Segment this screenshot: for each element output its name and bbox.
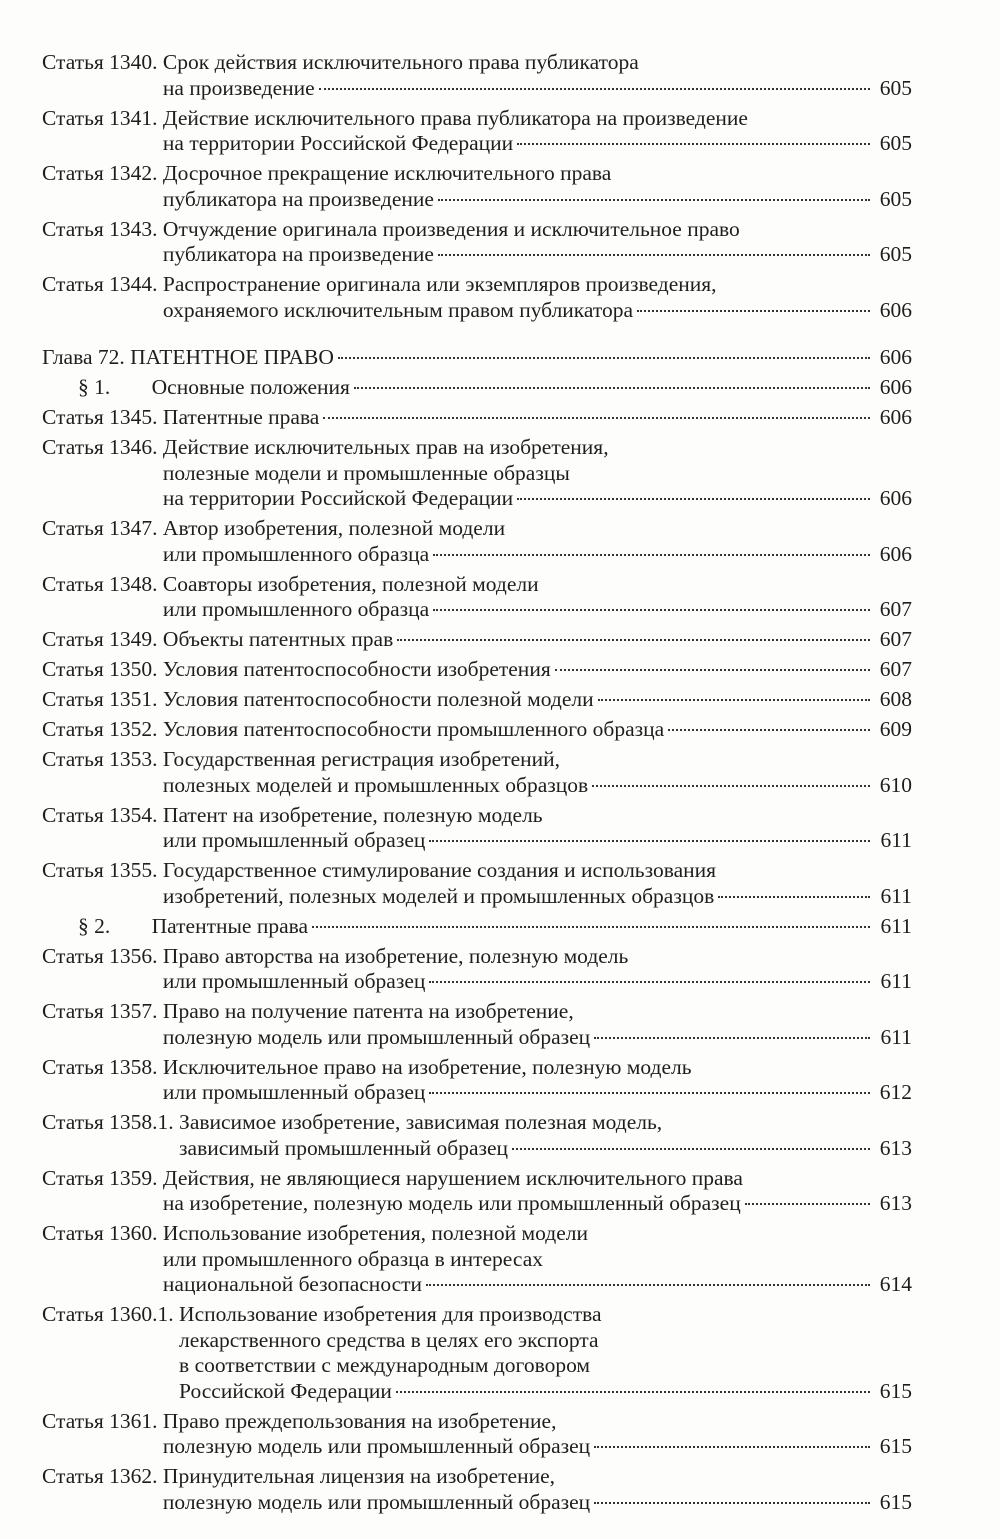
entry-title-line: Право авторства на изобретение, полезную модель bbox=[162, 943, 629, 968]
page-number: 605 bbox=[879, 75, 912, 100]
entry-label: Статья 1358.1. bbox=[42, 1110, 174, 1134]
toc-section-entry bbox=[42, 375, 912, 401]
entry-last-line bbox=[163, 597, 912, 623]
entry-title-line: Отчуждение оригинала произведения и исключительное право bbox=[162, 216, 740, 241]
dot-leader bbox=[594, 1502, 870, 1504]
entry-title bbox=[163, 803, 912, 854]
entry-label: Статья 1347. bbox=[42, 516, 158, 540]
dot-leader bbox=[594, 1446, 870, 1448]
entry-last-line bbox=[163, 627, 912, 653]
toc-entry bbox=[42, 687, 912, 713]
entry-title-last-text: Основные положения bbox=[151, 375, 350, 399]
entry-title-last-text: Патентные права bbox=[162, 405, 320, 429]
entry-last-line bbox=[163, 1080, 912, 1106]
dot-leader bbox=[354, 387, 870, 389]
page-number: 607 bbox=[879, 657, 912, 681]
entry-last-line bbox=[163, 298, 912, 324]
entry-title-line: Патент на изобретение, полезную модель bbox=[162, 802, 543, 827]
entry-label: Статья 1353. bbox=[42, 747, 158, 771]
entry-last-line bbox=[152, 914, 912, 940]
entry-last-line bbox=[179, 1379, 912, 1405]
entry-title-line: Действие исключительного права публикатора на произведение bbox=[162, 105, 748, 130]
entry-title bbox=[152, 375, 912, 401]
entry-title-last-text: полезную модель или промышленный образец bbox=[162, 1489, 591, 1514]
page-number: 612 bbox=[879, 1080, 912, 1104]
entry-title-last-text: Российской Федерации bbox=[179, 1378, 392, 1403]
entry-title-last-text: Условия патентоспособности промышленного образца bbox=[162, 717, 665, 741]
entry-title-line: Использование изобретения, полезной модели bbox=[162, 1221, 588, 1245]
entry-title-last-text: полезных моделей и промышленных образцов bbox=[162, 772, 589, 797]
entry-title-last-text: или промышленного образца bbox=[162, 541, 430, 566]
entry-label: Статья 1345. bbox=[42, 405, 158, 429]
page-number: 615 bbox=[879, 1378, 912, 1403]
toc-section-entry bbox=[42, 914, 912, 940]
label-spacer bbox=[110, 375, 151, 401]
entry-last-line bbox=[163, 1434, 912, 1460]
toc-entry bbox=[42, 858, 912, 909]
page-number: 605 bbox=[879, 186, 912, 211]
toc-entry bbox=[42, 1409, 912, 1460]
page-number: 611 bbox=[880, 883, 912, 908]
entry-title-line: Автор изобретения, полезной модели bbox=[162, 516, 506, 540]
entry-label: Глава 72. bbox=[42, 345, 125, 369]
toc-entry bbox=[42, 345, 912, 371]
dot-leader bbox=[426, 1284, 870, 1286]
entry-title bbox=[163, 572, 912, 623]
label-spacer bbox=[110, 914, 151, 940]
dot-leader bbox=[592, 785, 870, 787]
page-number: 605 bbox=[879, 131, 912, 155]
entry-title bbox=[152, 914, 912, 940]
entry-label: Статья 1361. bbox=[42, 1408, 158, 1433]
entry-title-line: Использование изобретения для производства bbox=[179, 1302, 602, 1326]
page-number: 606 bbox=[879, 486, 912, 510]
entry-title bbox=[179, 1110, 912, 1161]
toc-entry bbox=[42, 803, 912, 854]
entry-title-line: Срок действия исключительного права публикатора bbox=[162, 50, 639, 74]
entry-last-line bbox=[163, 131, 912, 157]
entry-title bbox=[163, 858, 912, 909]
page-number: 606 bbox=[879, 375, 912, 399]
entry-label: Статья 1360. bbox=[42, 1221, 158, 1245]
entry-title-last-text: или промышленного образца bbox=[162, 597, 430, 621]
page-number: 611 bbox=[880, 969, 912, 993]
entry-title-line: Право на получение патента на изобретение, bbox=[162, 999, 574, 1023]
entry-title-line: или промышленного образца в интересах bbox=[162, 1246, 543, 1271]
page-number: 610 bbox=[879, 772, 912, 797]
entry-title-last-text: Условия патентоспособности изобретения bbox=[162, 657, 551, 681]
entry-label: Статья 1352. bbox=[42, 717, 158, 741]
entry-title-line: Соавторы изобретения, полезной модели bbox=[162, 571, 539, 596]
entry-title-last-text: зависимый промышленный образец bbox=[179, 1135, 509, 1160]
dot-leader bbox=[517, 498, 870, 500]
page-number: 613 bbox=[879, 1191, 912, 1215]
entry-title-last-text: охраняемого исключительным правом публикатора bbox=[162, 297, 634, 322]
dot-leader bbox=[433, 554, 870, 556]
entry-title-line: Действие исключительных прав на изобретения, bbox=[162, 435, 609, 459]
toc-entry bbox=[42, 747, 912, 798]
entry-label: Статья 1343. bbox=[42, 216, 158, 241]
entry-label: § 2. bbox=[78, 913, 111, 938]
entry-last-line bbox=[163, 884, 912, 910]
entry-label: Статья 1349. bbox=[42, 627, 158, 651]
entry-title-last-text: или промышленный образец bbox=[162, 969, 426, 993]
dot-leader bbox=[433, 609, 870, 611]
entry-title bbox=[163, 1221, 912, 1298]
entry-label: Статья 1354. bbox=[42, 802, 158, 827]
page-number: 613 bbox=[879, 1135, 912, 1160]
toc-entry bbox=[42, 717, 912, 743]
entry-last-line bbox=[163, 1191, 912, 1217]
entry-last-line bbox=[163, 717, 912, 743]
entry-title bbox=[163, 217, 912, 268]
entry-title bbox=[130, 345, 912, 371]
entry-title bbox=[163, 516, 912, 567]
toc-entry bbox=[42, 1221, 912, 1298]
entry-title-last-text: на изобретение, полезную модель или промышленный образец bbox=[162, 1191, 741, 1215]
entry-label: Статья 1344. bbox=[42, 272, 158, 296]
toc-entry bbox=[42, 944, 912, 995]
dot-leader bbox=[397, 639, 870, 641]
entry-title bbox=[163, 272, 912, 323]
entry-label: Статья 1342. bbox=[42, 161, 158, 185]
dot-leader bbox=[338, 357, 870, 359]
entry-label: Статья 1355. bbox=[42, 858, 158, 882]
entry-last-line bbox=[152, 375, 912, 401]
entry-title-line: Зависимое изобретение, зависимая полезная модель, bbox=[179, 1110, 663, 1134]
entry-title-last-text: ПАТЕНТНОЕ ПРАВО bbox=[130, 345, 334, 369]
toc-entry bbox=[42, 405, 912, 431]
entry-title bbox=[163, 1409, 912, 1460]
entry-title-last-text: полезную модель или промышленный образец bbox=[162, 1434, 591, 1458]
table-of-contents bbox=[42, 50, 912, 1520]
entry-label: Статья 1358. bbox=[42, 1054, 158, 1079]
toc-entry bbox=[42, 1055, 912, 1106]
entry-last-line bbox=[163, 828, 912, 854]
entry-last-line bbox=[163, 657, 912, 683]
page-number: 608 bbox=[879, 687, 912, 711]
entry-title bbox=[163, 106, 912, 157]
entry-title-last-text: на территории Российской Федерации bbox=[162, 131, 514, 155]
toc-entry bbox=[42, 50, 912, 101]
page-number: 609 bbox=[879, 717, 912, 741]
toc-entry bbox=[42, 1464, 912, 1515]
entry-label: Статья 1362. bbox=[42, 1464, 158, 1488]
entry-title-last-text: национальной безопасности bbox=[162, 1272, 423, 1296]
entry-last-line bbox=[163, 542, 912, 568]
dot-leader bbox=[512, 1148, 870, 1150]
entry-label: § 1. bbox=[78, 375, 111, 399]
entry-title bbox=[163, 657, 912, 683]
entry-title bbox=[163, 687, 912, 713]
entry-title bbox=[163, 435, 912, 512]
entry-last-line bbox=[163, 969, 912, 995]
entry-title-last-text: или промышленный образец bbox=[162, 828, 426, 852]
entry-title-line: Государственное стимулирование создания и использования bbox=[162, 858, 717, 882]
dot-leader bbox=[396, 1391, 870, 1393]
toc-entry bbox=[42, 435, 912, 512]
dot-leader bbox=[718, 896, 870, 898]
dot-leader bbox=[594, 1037, 870, 1039]
entry-title bbox=[163, 627, 912, 653]
toc-entry bbox=[42, 161, 912, 212]
entry-title bbox=[163, 405, 912, 431]
entry-title bbox=[163, 1166, 912, 1217]
page-number: 607 bbox=[879, 597, 912, 621]
dot-leader bbox=[668, 729, 870, 731]
entry-title-last-text: публикатора на произведение bbox=[162, 186, 434, 211]
entry-last-line bbox=[163, 76, 912, 102]
entry-title-last-text: на территории Российской Федерации bbox=[162, 486, 514, 510]
entry-title-last-text: или промышленный образец bbox=[162, 1080, 426, 1104]
page-number: 606 bbox=[879, 297, 912, 322]
entry-title-line: Исключительное право на изобретение, полезную модель bbox=[162, 1054, 692, 1079]
page-number: 611 bbox=[880, 913, 912, 938]
entry-title-last-text: на произведение bbox=[162, 75, 315, 100]
dot-leader bbox=[598, 699, 870, 701]
entry-title bbox=[163, 717, 912, 743]
entry-title bbox=[179, 1302, 912, 1404]
toc-entry bbox=[42, 106, 912, 157]
entry-last-line bbox=[163, 405, 912, 431]
page-number: 606 bbox=[879, 405, 912, 429]
entry-title-line: в соответствии с международным договором bbox=[179, 1353, 591, 1377]
entry-title bbox=[163, 1055, 912, 1106]
entry-last-line bbox=[163, 486, 912, 512]
toc-entry bbox=[42, 999, 912, 1050]
entry-title-last-text: Патентные права bbox=[151, 913, 309, 938]
entry-title-line: Досрочное прекращение исключительного права bbox=[162, 161, 612, 185]
entry-label: Статья 1340. bbox=[42, 50, 158, 74]
page-number: 614 bbox=[879, 1272, 912, 1296]
entry-label: Статья 1359. bbox=[42, 1165, 158, 1190]
page-number: 611 bbox=[880, 828, 912, 852]
toc-entry bbox=[42, 217, 912, 268]
entry-label: Статья 1351. bbox=[42, 687, 158, 711]
page-number: 607 bbox=[879, 627, 912, 651]
page-number: 605 bbox=[879, 242, 912, 266]
entry-title-last-text: изобретений, полезных моделей и промышленных образцов bbox=[162, 883, 715, 908]
entry-last-line bbox=[163, 1025, 912, 1051]
dot-leader bbox=[429, 981, 870, 983]
entry-title bbox=[163, 747, 912, 798]
entry-label: Статья 1348. bbox=[42, 571, 158, 596]
entry-title bbox=[163, 1464, 912, 1515]
entry-title-last-text: полезную модель или промышленный образец bbox=[162, 1024, 591, 1049]
entry-title-last-text: Условия патентоспособности полезной модели bbox=[162, 687, 594, 711]
entry-last-line bbox=[163, 1272, 912, 1298]
entry-last-line bbox=[163, 687, 912, 713]
dot-leader bbox=[517, 143, 870, 145]
dot-leader bbox=[438, 199, 870, 201]
dot-leader bbox=[429, 1092, 870, 1094]
entry-last-line bbox=[163, 242, 912, 268]
dot-leader bbox=[438, 254, 870, 256]
entry-title-line: Распространение оригинала или экземпляров произведения, bbox=[162, 272, 717, 296]
entry-title-line: Государственная регистрация изобретений, bbox=[162, 747, 561, 771]
dot-leader bbox=[319, 88, 870, 90]
entry-label: Статья 1356. bbox=[42, 943, 158, 968]
toc-entry bbox=[42, 1302, 912, 1404]
toc-entry bbox=[42, 516, 912, 567]
entry-title-last-text: Объекты патентных прав bbox=[162, 627, 394, 651]
entry-last-line bbox=[163, 1490, 912, 1516]
page-number: 615 bbox=[879, 1489, 912, 1514]
page-number: 615 bbox=[879, 1434, 912, 1458]
entry-title bbox=[163, 161, 912, 212]
dot-leader bbox=[745, 1203, 870, 1205]
entry-label: Статья 1357. bbox=[42, 999, 158, 1023]
toc-entry bbox=[42, 572, 912, 623]
toc-entry bbox=[42, 627, 912, 653]
toc-entry bbox=[42, 272, 912, 323]
entry-title bbox=[163, 999, 912, 1050]
entry-label: Статья 1341. bbox=[42, 105, 158, 130]
dot-leader bbox=[323, 417, 870, 419]
page-number: 606 bbox=[879, 345, 912, 369]
toc-entry bbox=[42, 1166, 912, 1217]
entry-title-last-text: публикатора на произведение bbox=[162, 242, 434, 266]
dot-leader bbox=[312, 926, 870, 928]
entry-label: Статья 1350. bbox=[42, 657, 158, 681]
entry-title bbox=[163, 944, 912, 995]
dot-leader bbox=[429, 840, 870, 842]
toc-entry bbox=[42, 1110, 912, 1161]
page-number: 606 bbox=[879, 541, 912, 566]
entry-title-line: лекарственного средства в целях его экспорта bbox=[179, 1327, 599, 1352]
entry-title-line: Принудительная лицензия на изобретение, bbox=[162, 1464, 556, 1488]
entry-title-line: Право преждепользования на изобретение, bbox=[162, 1408, 557, 1433]
entry-title-line: полезные модели и промышленные образцы bbox=[162, 460, 570, 485]
toc-entry bbox=[42, 657, 912, 683]
entry-title bbox=[163, 50, 912, 101]
entry-last-line bbox=[130, 345, 912, 371]
entry-label: Статья 1346. bbox=[42, 435, 158, 459]
dot-leader bbox=[555, 669, 870, 671]
dot-leader bbox=[637, 310, 870, 312]
entry-label: Статья 1360.1. bbox=[42, 1302, 174, 1326]
entry-last-line bbox=[179, 1136, 912, 1162]
page-number: 611 bbox=[880, 1024, 912, 1049]
entry-last-line bbox=[163, 773, 912, 799]
entry-title-line: Действия, не являющиеся нарушением исключительного права bbox=[162, 1165, 743, 1190]
entry-last-line bbox=[163, 187, 912, 213]
